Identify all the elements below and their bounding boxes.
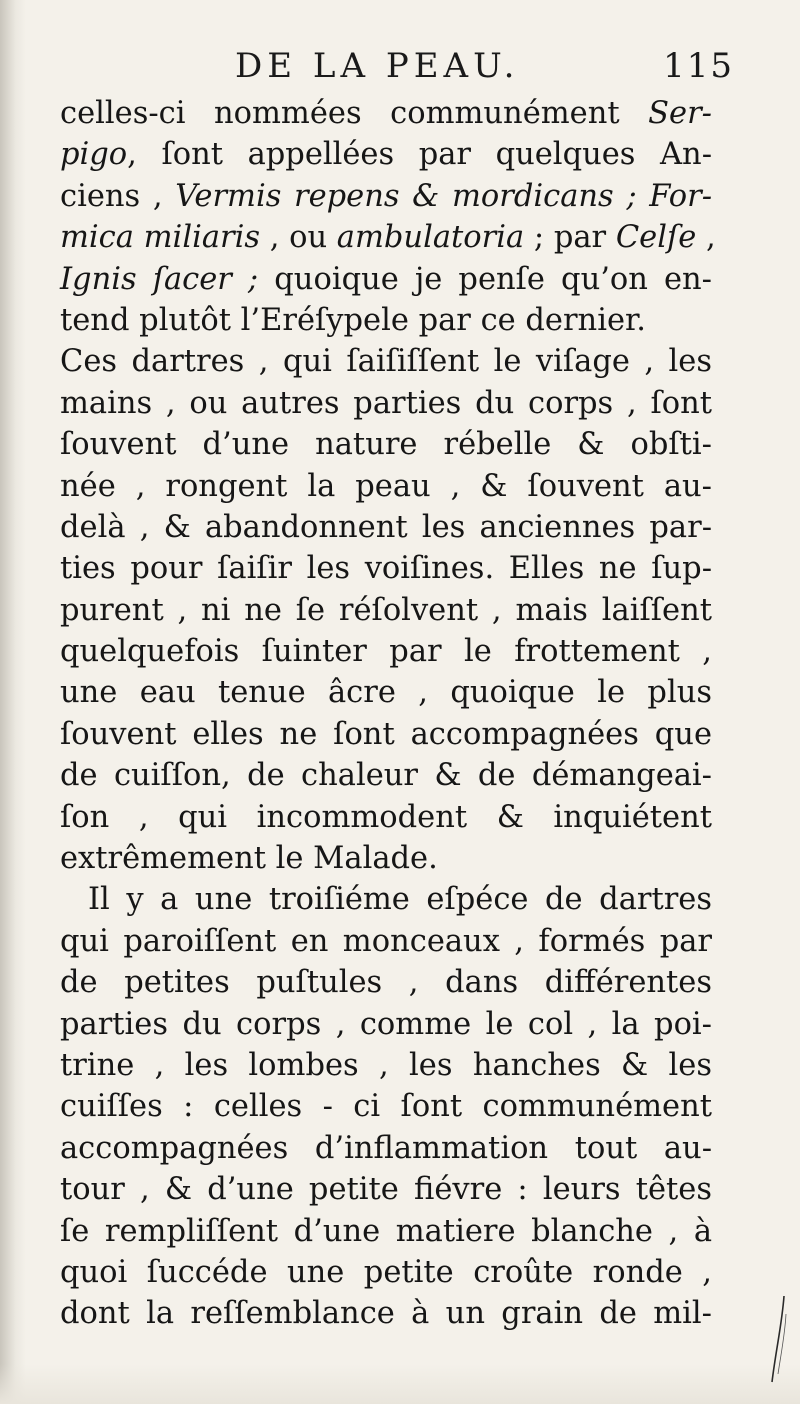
text-line <box>60 300 712 341</box>
italic-text-segment: Ignis ſacer ; <box>60 261 259 297</box>
text-line <box>60 838 712 879</box>
running-title: DE LA PEAU. <box>235 46 520 86</box>
text-line <box>60 1169 712 1210</box>
text-line <box>60 755 712 796</box>
text-segment: , ſont appellées par quelques An- <box>127 137 712 173</box>
text-segment: dont la reſſemblance à un grain de mil- <box>60 1296 712 1332</box>
text-segment: trine , les lombes , les hanches & les <box>60 1047 712 1083</box>
text-segment: de cuiſſon, de chaleur & de démangeai- <box>60 758 712 794</box>
italic-text-segment: ambulatoria <box>336 220 525 256</box>
text-segment: quoi ſuccéde une petite croûte ronde , <box>60 1254 712 1290</box>
margin-pen-mark <box>766 1294 790 1384</box>
text-line <box>60 672 712 713</box>
text-segment: tour , & d’une petite fiévre : leurs têtes <box>60 1172 712 1208</box>
text-line <box>60 714 712 755</box>
text-segment: quelquefois ſuinter par le frottement , <box>60 634 712 670</box>
text-line <box>60 93 712 134</box>
text-line <box>60 631 712 672</box>
text-line <box>60 879 712 920</box>
text-segment: une eau tenue âcre , quoique le plus <box>60 675 712 711</box>
text-line <box>60 921 712 962</box>
italic-text-segment: Celſe <box>615 220 697 256</box>
italic-text-segment: mica miliaris <box>60 220 260 256</box>
text-segment: , ou <box>260 220 337 256</box>
text-line <box>60 1086 712 1127</box>
text-line <box>60 424 712 465</box>
text-segment: celles-ci nommées communément <box>60 96 649 131</box>
text-line <box>60 466 712 507</box>
text-segment: née , rongent la peau , & ſouvent au- <box>60 468 712 504</box>
text-segment: ſouvent d’une nature rébelle & obſti- <box>60 427 712 463</box>
text-segment: accompagnées d’inflammation tout au- <box>60 1130 712 1166</box>
text-segment: qui paroiſſent en monceaux , formés par <box>60 923 712 959</box>
text-segment: ſouvent elles ne ſont accompagnées que <box>60 716 712 752</box>
text-segment: tend plutôt l’Eréſypele par ce dernier. <box>60 302 646 338</box>
text-line <box>60 1293 712 1334</box>
text-line <box>60 1045 712 1086</box>
text-line <box>60 383 712 424</box>
text-segment: , <box>696 220 716 256</box>
page-gutter-shadow <box>0 0 26 1404</box>
text-segment: purent , ni ne ſe réſolvent , mais laiſſent <box>60 592 712 628</box>
text-segment: de petites puſtules , dans différentes <box>60 965 712 1001</box>
text-line <box>60 217 716 258</box>
text-segment: extrêmement le Malade. <box>60 841 438 877</box>
text-segment: quoique je penſe qu’on en- <box>258 261 712 297</box>
page-header <box>60 42 734 90</box>
text-segment: ſe rempliſſent d’une matiere blanche , à <box>60 1213 712 1249</box>
text-segment: Ces dartres , qui ſaiſiſſent le viſage , les <box>60 344 712 380</box>
page-bottom-shade <box>0 1364 800 1404</box>
text-line <box>60 1252 712 1293</box>
text-segment: ciens , <box>60 178 176 214</box>
text-line <box>60 590 712 631</box>
italic-text-segment: pigo <box>60 137 128 173</box>
text-line <box>60 797 712 838</box>
text-segment: cuiſſes : celles - ci ſont communément <box>60 1089 712 1125</box>
text-segment: ; par <box>524 220 616 256</box>
text-line <box>60 1211 712 1252</box>
text-line <box>60 1004 712 1045</box>
body-text <box>60 93 716 1335</box>
text-line <box>60 507 712 548</box>
text-line <box>60 1128 712 1169</box>
italic-text-segment: Ser- <box>648 96 712 131</box>
text-line <box>60 962 712 1003</box>
text-line <box>60 134 712 175</box>
text-segment: ſon , qui incommodent & inquiétent <box>60 799 712 835</box>
text-line <box>60 548 712 589</box>
text-segment: delà , & abandonnent les anciennes par- <box>60 509 712 545</box>
text-segment: mains , ou autres parties du corps , ſont <box>60 385 712 421</box>
text-segment: Il y a une troiſiéme eſpéce de dartres <box>88 882 712 918</box>
page-number: 115 <box>663 46 734 86</box>
text-line <box>60 176 712 217</box>
text-line <box>60 259 712 300</box>
italic-text-segment: Vermis repens & mordicans ; For- <box>175 178 712 214</box>
text-segment: ties pour ſaiſir les voiſines. Elles ne ſup- <box>60 551 712 587</box>
text-segment: parties du corps , comme le col , la poi- <box>60 1006 712 1042</box>
text-line <box>60 341 712 382</box>
